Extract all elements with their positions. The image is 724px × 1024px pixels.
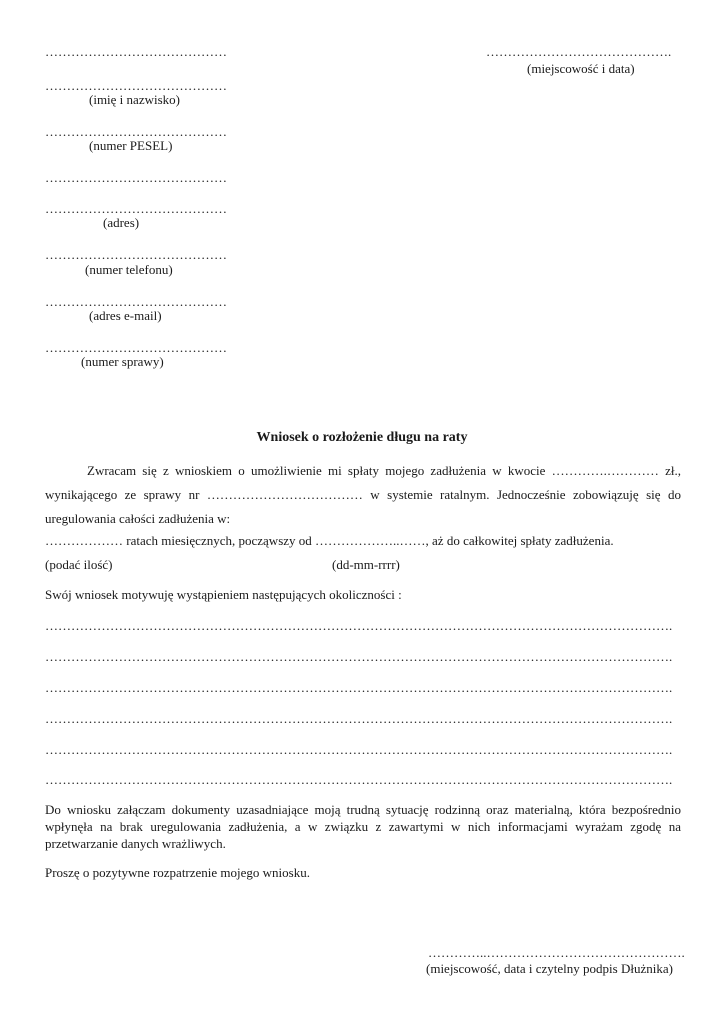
- signature-field[interactable]: …………..……………………………………….: [428, 945, 685, 960]
- attachments-paragraph: Do wniosku załączam dokumenty uzasadniające moją trudną sytuację rodzinną oraz materialną, która bezpośrednio wpłynęła na brak uregulowania zadłużenia, a w związku z zawartymi w nich informacjami wyrażam zgodę na przetwarzanie danych wrażliwych.: [45, 802, 681, 851]
- installments-line: ……………… ratach miesięcznych, począwszy od ………………..……, aż do całkowitej spłaty zadłużenia.: [45, 533, 614, 548]
- reason-line-1[interactable]: ……………………………………………………………………………………………………………………………….: [45, 619, 673, 633]
- case-number-field[interactable]: ……………………………………: [45, 340, 227, 355]
- reason-line-2[interactable]: ……………………………………………………………………………………………………………………………….: [45, 650, 673, 664]
- phone-caption: (numer telefonu): [85, 262, 173, 277]
- reason-line-4[interactable]: ……………………………………………………………………………………………………………………………….: [45, 712, 673, 726]
- email-caption: (adres e-mail): [89, 308, 162, 323]
- place-date-field[interactable]: …………………………………….: [486, 44, 672, 59]
- document-title: Wniosek o rozłożenie długu na raty: [256, 430, 468, 445]
- reason-line-5[interactable]: ……………………………………………………………………………………………………………………………….: [45, 743, 673, 757]
- name-field[interactable]: ……………………………………: [45, 78, 227, 93]
- blank-field-1[interactable]: ……………………………………: [45, 44, 227, 59]
- intro-paragraph: Zwracam się z wnioskiem o umożliwienie mi spłaty mojego zadłużenia w kwocie ………….………… zł., wynikającego ze sprawy nr ……………………………… w systemie ratalnym. Jednocześnie zobowiązuję się do uregulowania całości zadłużenia w:: [45, 463, 681, 526]
- pesel-caption: (numer PESEL): [89, 138, 173, 153]
- reason-line-6[interactable]: ……………………………………………………………………………………………………………………………….: [45, 773, 673, 787]
- pesel-field[interactable]: ……………………………………: [45, 124, 227, 139]
- reason-line-3[interactable]: ……………………………………………………………………………………………………………………………….: [45, 681, 673, 695]
- case-number-caption: (numer sprawy): [81, 354, 164, 369]
- place-date-caption: (miejscowość i data): [527, 61, 635, 76]
- email-field[interactable]: ……………………………………: [45, 294, 227, 309]
- installments-date-hint: (dd-mm-rrrr): [332, 557, 400, 572]
- closing-sentence: Proszę o pozytywne rozpatrzenie mojego wniosku.: [45, 865, 310, 880]
- reason-intro: Swój wniosek motywuję wystąpieniem następujących okoliczności :: [45, 587, 402, 602]
- signature-caption: (miejscowość, data i czytelny podpis Dłużnika): [426, 961, 673, 976]
- phone-field[interactable]: ……………………………………: [45, 247, 227, 262]
- address-line-1[interactable]: ……………………………………: [45, 170, 227, 185]
- installments-count-hint: (podać ilość): [45, 557, 113, 572]
- name-caption: (imię i nazwisko): [89, 92, 180, 107]
- address-line-2[interactable]: ……………………………………: [45, 201, 227, 216]
- address-caption: (adres): [103, 215, 140, 230]
